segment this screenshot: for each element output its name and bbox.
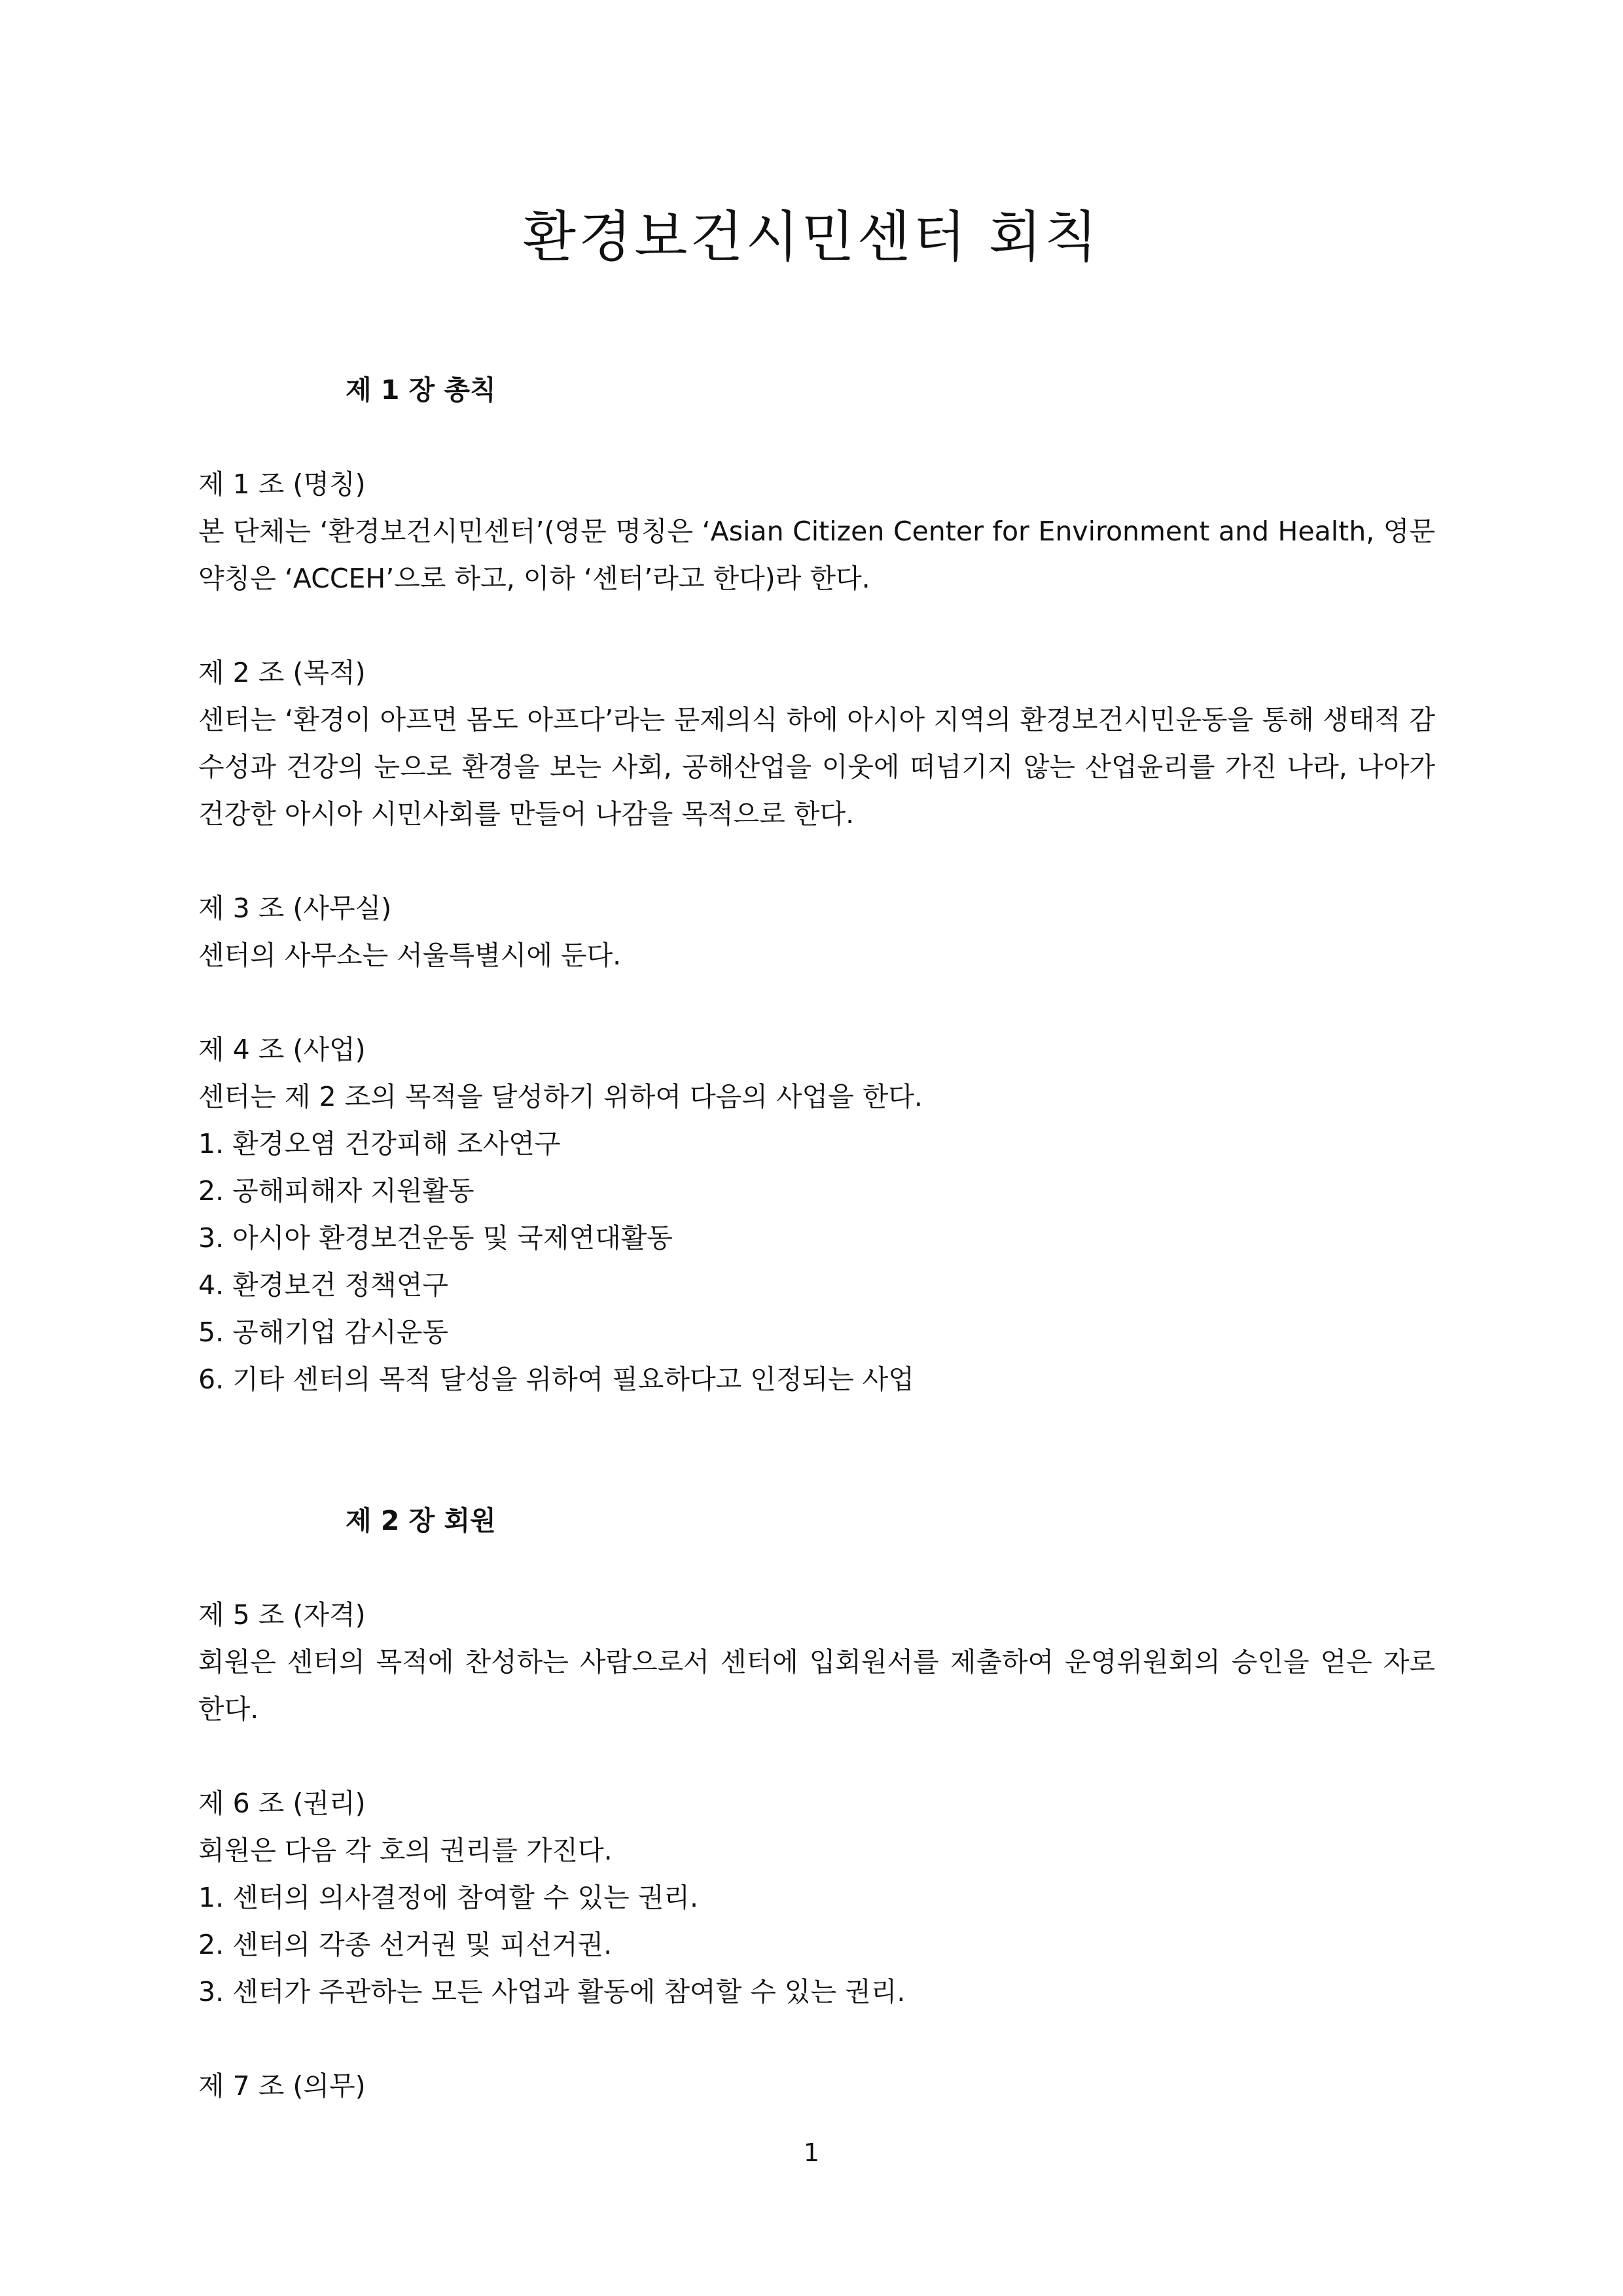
article-6	[198, 1780, 1435, 2015]
article-body: 센터는 제 2 조의 목적을 달성하기 위하여 다음의 사업을 한다.	[198, 1081, 923, 1112]
article-1	[198, 461, 1435, 602]
article-heading: 제 2 조 (목적)	[198, 657, 366, 688]
article-body: 본 단체는 ‘환경보건시민센터’(영문 명칭은 ‘Asian Citizen Center for Environment and Health, 영문 약칭은 ‘ACCEH’으로 하고, 이하 ‘센터’라고 한다)라 한다.	[198, 516, 1435, 594]
article-body: 회원은 다음 각 호의 권리를 가진다.	[198, 1835, 613, 1866]
article-heading: 제 5 조 (자격)	[198, 1599, 366, 1631]
article-heading: 제 6 조 (권리)	[198, 1788, 366, 1819]
document-body	[198, 366, 1435, 2157]
list-item: 5. 공해기업 감시운동	[198, 1316, 449, 1348]
article-4	[198, 1026, 1435, 1403]
list-item: 2. 센터의 각종 선거권 및 피선거권.	[198, 1929, 613, 1960]
article-7	[198, 2062, 1435, 2110]
article-2	[198, 649, 1435, 838]
list-item: 1. 환경오염 건강피해 조사연구	[198, 1128, 561, 1159]
article-body: 회원은 센터의 목적에 찬성하는 사람으로서 센터에 입회원서를 제출하여 운영위원회의 승인을 얻은 자로 한다.	[198, 1646, 1435, 1725]
article-heading: 제 7 조 (의무)	[198, 2070, 366, 2102]
list-item: 1. 센터의 의사결정에 참여할 수 있는 권리.	[198, 1882, 699, 1913]
list-item: 3. 센터가 주관하는 모든 사업과 활동에 참여할 수 있는 권리.	[198, 1976, 906, 2007]
article-3	[198, 885, 1435, 979]
article-body: 센터의 사무소는 서울특별시에 둔다.	[198, 940, 622, 971]
article-5	[198, 1591, 1435, 1733]
page-number: 1	[803, 2138, 820, 2167]
article-heading: 제 1 조 (명칭)	[198, 468, 366, 500]
chapter-2-heading: 제 2 장 회원	[346, 1505, 496, 1536]
list-item: 3. 아시아 환경보건운동 및 국제연대활동	[198, 1222, 673, 1254]
article-list	[198, 1874, 1435, 2015]
list-item: 4. 환경보건 정책연구	[198, 1269, 449, 1301]
document-title: 환경보건시민센터 회칙	[522, 205, 1101, 269]
article-heading: 제 4 조 (사업)	[198, 1034, 366, 1065]
list-item: 6. 기타 센터의 목적 달성을 위하여 필요하다고 인정되는 사업	[198, 1364, 914, 1395]
chapter-1-heading: 제 1 장 총칙	[346, 374, 496, 406]
article-heading: 제 3 조 (사무실)	[198, 892, 392, 924]
article-body: 센터는 ‘환경이 아프면 몸도 아프다’라는 문제의식 하에 아시아 지역의 환경보건시민운동을 통해 생태적 감수성과 건강의 눈으로 환경을 보는 사회, 공해산업을 이웃에 떠넘기지 않는 산업윤리를 가진 나라, 나아가 건강한 아시아 시민사회를 만들어 나감을 목적으로 한다.	[198, 704, 1435, 830]
list-item: 2. 공해피해자 지원활동	[198, 1175, 474, 1207]
article-list	[198, 1120, 1435, 1403]
